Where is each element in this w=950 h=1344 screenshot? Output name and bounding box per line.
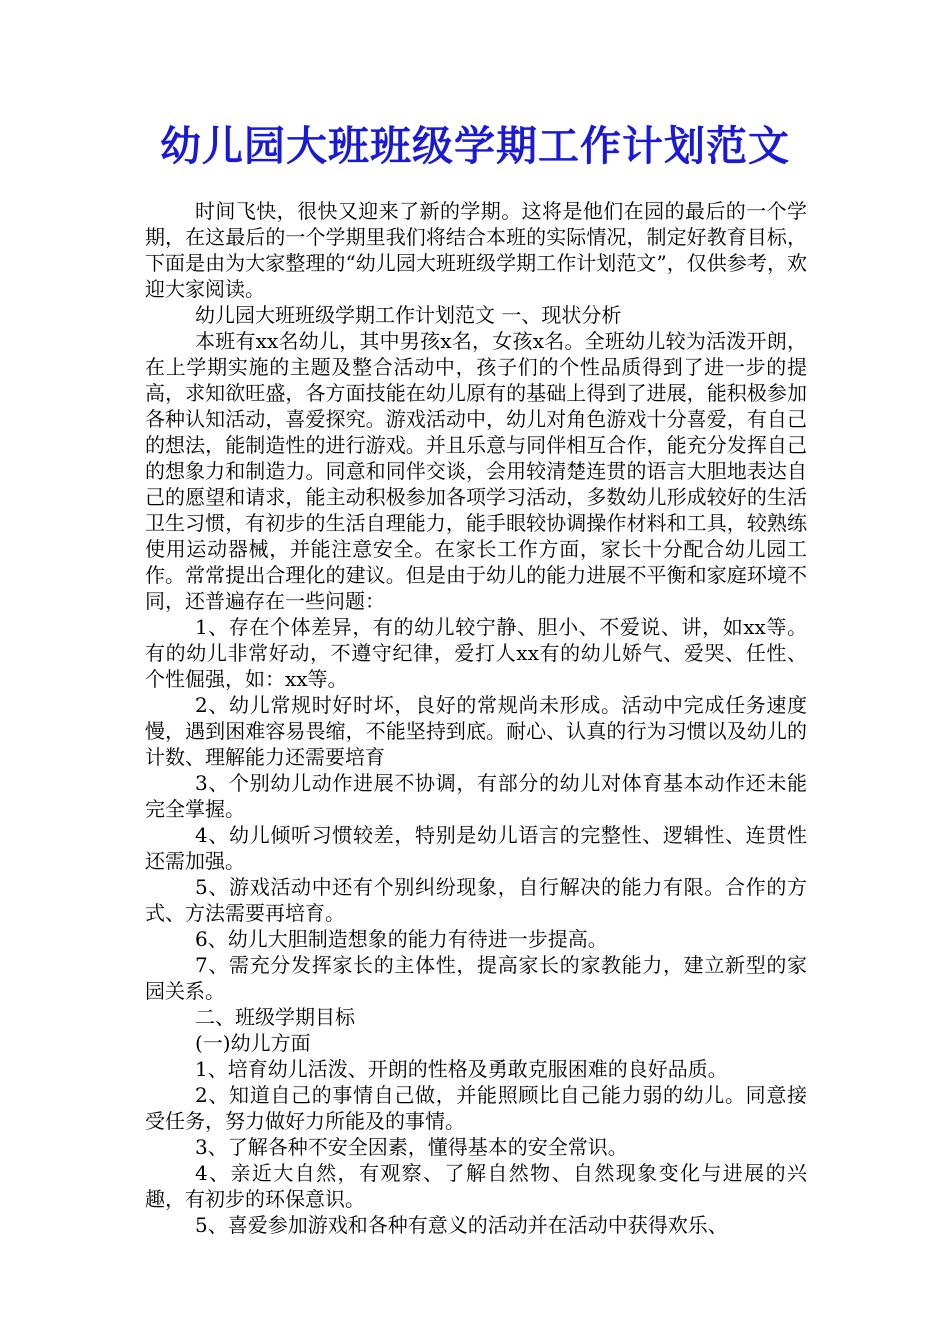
problem-item-3: 3、个别幼儿动作进展不协调，有部分的幼儿对体育基本动作还未能完全掌握。: [145, 771, 807, 821]
problem-item-4: 4、幼儿倾听习惯较差，特别是幼儿语言的完整性、逻辑性、连贯性还需加强。: [145, 823, 807, 873]
section-heading-goals: 二、班级学期目标: [195, 1005, 355, 1029]
goal-item-2: 2、知道自己的事情自己做，并能照顾比自己能力弱的幼儿。同意接受任务，努力做好力所能及的事情。: [145, 1083, 807, 1133]
document-title: 幼儿园大班班级学期工作计划范文: [160, 122, 790, 170]
goal-item-5: 5、喜爱参加游戏和各种有意义的活动并在活动中获得欢乐、: [195, 1213, 728, 1237]
subsection-heading-children: (一)幼儿方面: [195, 1031, 311, 1055]
intro-paragraph: 时间飞快，很快又迎来了新的学期。这将是他们在园的最后的一个学期，在这最后的一个学期里我们将结合本班的实际情况，制定好教育目标，下面是由为大家整理的“幼儿园大班班级学期工作计划范文”，仅供参考，欢迎大家阅读。: [145, 199, 807, 301]
goal-item-3: 3、了解各种不安全因素，懂得基本的安全常识。: [195, 1135, 628, 1159]
problem-item-7: 7、需充分发挥家长的主体性，提高家长的家教能力，建立新型的家园关系。: [145, 953, 807, 1003]
status-paragraph: 本班有xx名幼儿，其中男孩x名，女孩x名。全班幼儿较为活泼开朗，在上学期实施的主题及整合活动中，孩子们的个性品质得到了进一步的提高，求知欲旺盛，各方面技能在幼儿原有的基础上得到了进展，能积极参加各种认知活动，喜爱探究。游戏活动中，幼儿对角色游戏十分喜爱，有自己的想法，能制造性的进行游戏。并且乐意与同伴相互合作，能充分发挥自己的想象力和制造力。同意和同伴交谈，会用较清楚连贯的语言大胆地表达自己的愿望和请求，能主动积极参加各项学习活动，多数幼儿形成较好的生活卫生习惯，有初步的生活自理能力，能手眼较协调操作材料和工具，较熟练使用运动器械，并能注意安全。在家长工作方面，家长十分配合幼儿园工作。常常提出合理化的建议。但是由于幼儿的能力进展不平衡和家庭环境不同，还普遍存在一些问题：: [145, 329, 807, 613]
document-body: [145, 198, 807, 1238]
goal-item-4: 4、亲近大自然，有观察、了解自然物、自然现象变化与进展的兴趣，有初步的环保意识。: [145, 1161, 807, 1211]
goal-item-1: 1、培育幼儿活泼、开朗的性格及勇敢克服困难的良好品质。: [195, 1057, 728, 1081]
section-heading-status: 幼儿园大班班级学期工作计划范文 一、现状分析: [195, 303, 622, 327]
problem-item-1: 1、存在个体差异，有的幼儿较宁静、胆小、不爱说、讲，如xx等。有的幼儿非常好动，不遵守纪律，爱打人xx有的幼儿娇气、爱哭、任性、个性倔强，如：xx等。: [145, 615, 807, 691]
problem-item-2: 2、幼儿常规时好时坏，良好的常规尚未形成。活动中完成任务速度慢，遇到困难容易畏缩，不能坚持到底。耐心、认真的行为习惯以及幼儿的计数、理解能力还需要培育: [145, 693, 807, 769]
problem-item-5: 5、游戏活动中还有个别纠纷现象，自行解决的能力有限。合作的方式、方法需要再培育。: [145, 875, 807, 925]
problem-item-6: 6、幼儿大胆制造想象的能力有待进一步提高。: [195, 927, 608, 951]
